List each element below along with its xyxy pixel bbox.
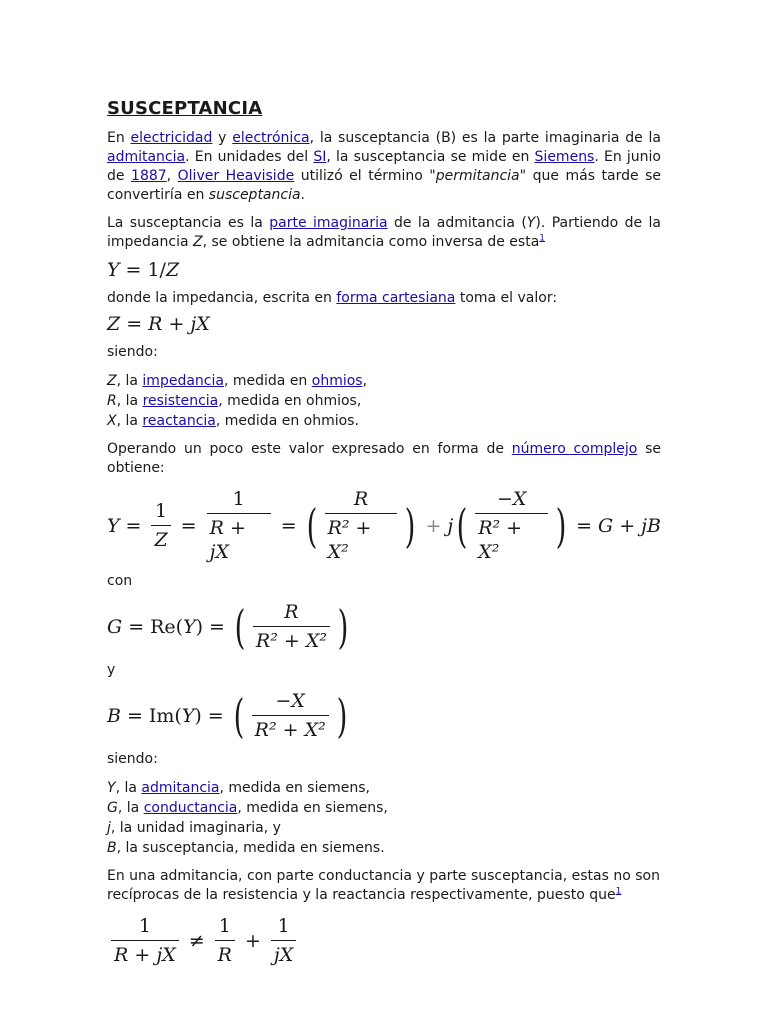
text: , [362, 373, 368, 389]
variable-list-1 [107, 371, 661, 431]
denominator: R² + X² [253, 626, 330, 653]
math-op: = [126, 313, 143, 335]
text: , medida en [223, 373, 312, 389]
paragraph-reciprocal [107, 867, 661, 905]
numerator: R [353, 488, 369, 510]
text: En [107, 130, 131, 146]
text: , se obtiene la admitancia como inversa de esta [202, 234, 540, 250]
variable: j [107, 820, 111, 836]
math-var: B [107, 704, 121, 727]
intro-paragraph [107, 129, 661, 205]
link-reactancia[interactable]: reactancia [142, 413, 216, 429]
denominator: R² + X² [475, 513, 548, 564]
math-var: R [209, 517, 224, 539]
paragraph-operating [107, 440, 661, 478]
text: , la susceptancia se mide en [326, 149, 535, 165]
footnote-ref[interactable]: 1 [539, 233, 546, 244]
text: ). Partiendo de la impedancia [107, 215, 661, 250]
math-func: Re( [150, 615, 184, 638]
fraction [253, 600, 330, 653]
text: " que más tarde se convertiría en [107, 168, 662, 203]
text: Operando un poco este valor expresado en forma de [107, 441, 512, 457]
list-item [107, 391, 661, 411]
math-var: Y [107, 514, 120, 537]
link-resistencia[interactable]: resistencia [142, 393, 219, 409]
numerator: 1 [155, 500, 168, 522]
numerator: R [284, 601, 299, 623]
math-op: + [425, 514, 442, 537]
text: , la susceptancia, medida en siemens. [116, 840, 385, 856]
math-var: j [447, 514, 454, 537]
math-var: R [114, 944, 129, 966]
math-term: 1/ [147, 259, 166, 281]
math-op: + [619, 514, 636, 537]
text: , [166, 168, 178, 184]
list-item [107, 798, 661, 818]
footnote-ref[interactable]: 1 [615, 886, 622, 897]
siendo-label: siendo: [107, 344, 158, 360]
math-var: R [148, 313, 163, 335]
text: utilizó el término " [294, 168, 436, 184]
text: , medida en siemens, [237, 800, 388, 816]
left-paren: ( [234, 599, 246, 654]
math-op: ) [194, 704, 202, 727]
denominator [207, 513, 271, 564]
list-item [107, 818, 661, 838]
math-var: G [107, 615, 123, 638]
numerator: −X [496, 488, 527, 510]
math-var: Z [165, 259, 180, 281]
link-electricidad[interactable]: electricidad [130, 130, 213, 146]
math-op: + [244, 929, 261, 952]
math-op: = [576, 514, 593, 537]
variable: X [107, 413, 117, 429]
equation-conductance [107, 600, 661, 653]
emphasis: susceptancia [208, 187, 301, 203]
text: , medida en siemens, [219, 780, 370, 796]
right-paren: ) [405, 498, 416, 553]
link-oliver-heaviside[interactable]: Oliver Heaviside [177, 168, 295, 184]
variable: R [107, 393, 117, 409]
text: , la [116, 413, 143, 429]
fraction [151, 499, 170, 552]
fraction [207, 487, 271, 564]
equation-impedance [107, 313, 661, 335]
math-op: = [180, 514, 197, 537]
variable: Z [192, 234, 203, 250]
fraction [325, 487, 398, 564]
text: En una admitancia, con parte conductancia y parte susceptancia, estas no son recíprocas de la resistencia y la reactancia respectivamente, puesto que [107, 868, 660, 903]
con-label: con [107, 573, 133, 589]
y-label: y [107, 662, 116, 678]
math-func: Im( [148, 704, 182, 727]
variable: G [107, 800, 118, 816]
link-admitancia-2[interactable]: admitancia [141, 780, 220, 796]
text: , la susceptancia (B) es la parte imaginaria de la [309, 130, 662, 146]
math-op: = [209, 615, 225, 638]
right-paren: ) [337, 599, 349, 654]
numerator: 1 [277, 915, 290, 937]
math-var: G [598, 514, 614, 537]
math-op: + [229, 517, 246, 539]
link-forma-cartesiana[interactable]: forma cartesiana [336, 290, 456, 306]
text: . En unidades del [185, 149, 314, 165]
math-op: = [125, 514, 142, 537]
left-paren: ( [233, 688, 245, 743]
denominator: R [215, 940, 235, 967]
math-var: j [190, 313, 197, 335]
siendo-label: siendo: [107, 751, 158, 767]
link-electronica[interactable]: electrónica [232, 130, 310, 146]
variable: B [107, 840, 117, 856]
equation-susceptance [107, 689, 661, 742]
left-paren: ( [456, 498, 468, 553]
text: donde la impedancia, escrita en [107, 290, 337, 306]
left-paren: ( [306, 498, 317, 553]
text: , la [117, 800, 144, 816]
math-op: + [168, 313, 185, 335]
math-op: = [125, 259, 142, 281]
text: . [300, 187, 305, 203]
math-var: jX [156, 944, 176, 966]
paragraph-definition [107, 214, 661, 252]
equation-admittance [107, 259, 661, 281]
math-op: ) [195, 615, 204, 638]
math-op: = [207, 704, 224, 727]
numerator: −X [275, 690, 305, 712]
denominator: jX [271, 940, 296, 967]
text: de la admitancia ( [387, 215, 527, 231]
numerator: 1 [138, 915, 151, 937]
fraction [252, 689, 329, 742]
math-op: + [134, 944, 151, 966]
page-title: SUSCEPTANCIA [107, 98, 263, 119]
text: . En junio de [107, 149, 661, 184]
list-item [107, 371, 661, 391]
fraction [271, 914, 296, 967]
link-impedancia[interactable]: impedancia [142, 373, 224, 389]
text: , la [116, 373, 143, 389]
math-var: Z [107, 313, 121, 335]
link-si[interactable]: SI [313, 149, 327, 165]
right-paren: ) [336, 688, 348, 743]
math-var: Z [154, 529, 168, 551]
variable: Y [526, 215, 536, 231]
math-var: jX [209, 541, 230, 563]
math-op: = [128, 615, 145, 638]
denominator [151, 525, 170, 552]
right-paren: ) [555, 498, 567, 553]
link-numero-complejo[interactable]: número complejo [511, 441, 638, 457]
text: se obtiene: [107, 441, 661, 476]
link-admitancia[interactable]: admitancia [107, 149, 186, 165]
math-var: jB [641, 514, 661, 537]
fraction [215, 914, 235, 967]
text: , medida en ohmios, [218, 393, 362, 409]
link-1887[interactable]: 1887 [131, 168, 167, 184]
numerator: 1 [232, 488, 245, 510]
link-ohmios[interactable]: ohmios [311, 373, 363, 389]
equation-inequality [107, 914, 661, 967]
math-var: Y [181, 704, 195, 727]
link-conductancia[interactable]: conductancia [143, 800, 238, 816]
math-op: = [280, 514, 297, 537]
fraction [111, 914, 179, 967]
list-item [107, 838, 661, 858]
text: , la [116, 393, 143, 409]
emphasis: permitancia [435, 168, 520, 184]
fraction [475, 487, 548, 564]
link-parte-imaginaria[interactable]: parte imaginaria [269, 215, 388, 231]
text: y [212, 130, 233, 146]
denominator [111, 940, 179, 967]
text: La susceptancia es la [107, 215, 270, 231]
paragraph-impedance [107, 289, 661, 308]
denominator: R² + X² [325, 513, 398, 564]
text: , la unidad imaginaria, y [110, 820, 281, 836]
math-op: = [126, 704, 143, 727]
document-page [107, 98, 661, 975]
denominator: R² + X² [252, 715, 329, 742]
text: , medida en ohmios. [215, 413, 359, 429]
text: , la [115, 780, 142, 796]
math-var: X [196, 313, 210, 335]
variable: Z [107, 373, 117, 389]
variable: Y [107, 780, 116, 796]
list-item [107, 778, 661, 798]
math-var: Y [107, 259, 120, 281]
numerator: 1 [218, 915, 231, 937]
equation-admittance-expanded [107, 487, 661, 564]
math-op: ≠ [188, 929, 205, 952]
variable-list-2 [107, 778, 661, 858]
text: toma el valor: [455, 290, 558, 306]
list-item [107, 411, 661, 431]
math-var: Y [183, 615, 196, 638]
link-siemens[interactable]: Siemens [534, 149, 595, 165]
